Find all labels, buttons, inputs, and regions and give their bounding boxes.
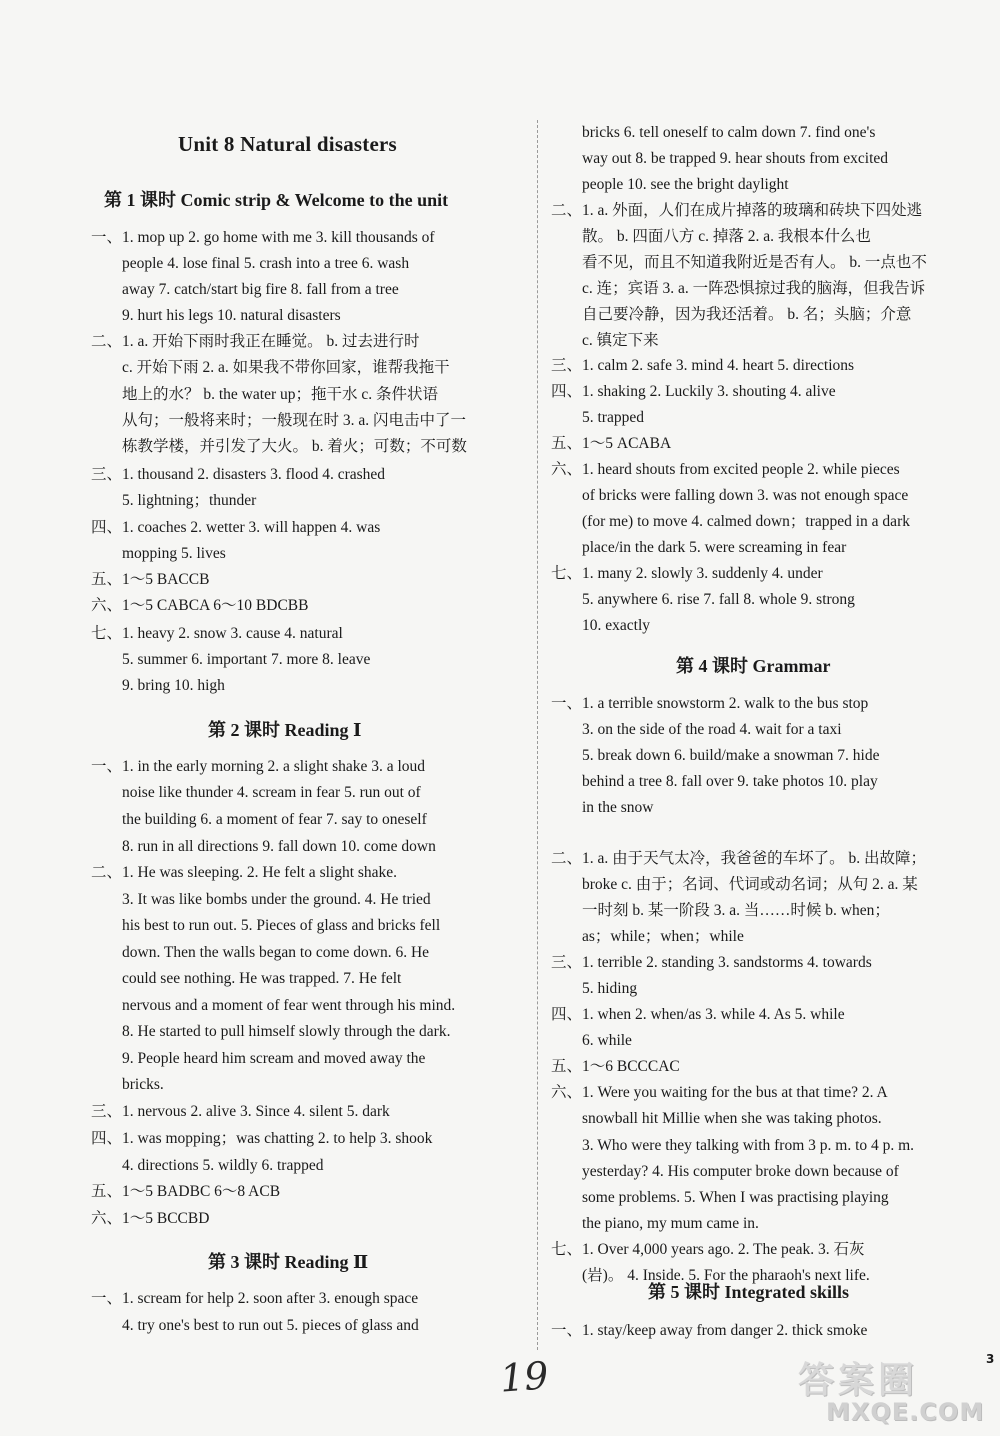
left-answer-line: 二、1. He was sleeping. 2. He felt a slight shake. <box>91 864 398 881</box>
right-answer-line: of bricks were falling down 3. was not enough space <box>582 487 909 504</box>
left-answer-line: 8. He started to pull himself slowly through the dark. <box>122 1023 451 1040</box>
right-answer-line: as；while；when；while <box>582 928 744 945</box>
left-answer-line: c. 开始下雨 2. a. 如果我不带你回家，谁帮我拖干 <box>122 359 450 376</box>
left-answer-line: 从句；一般将来时；一般现在时 3. a. 闪电击中了一 <box>122 412 467 429</box>
left-answer-line: 六、1～5 BCCBD <box>91 1210 210 1227</box>
right-answer-line: 5. anywhere 6. rise 7. fall 8. whole 9. strong <box>582 591 855 608</box>
right-answer-line: 5. hiding <box>582 980 638 997</box>
right-answer-line: 10. exactly <box>582 617 651 634</box>
right-answer-line: 七、1. Over 4,000 years ago. 2. The peak. 3. 石灰 <box>551 1241 865 1258</box>
left-answer-line: 3. It was like bombs under the ground. 4. He tried <box>122 891 431 908</box>
left-answer-line: 一、1. mop up 2. go home with me 3. kill thousands of <box>91 229 435 246</box>
left-answer-line: 三、1. nervous 2. alive 3. Since 4. silent 5. dark <box>91 1103 390 1120</box>
left-answer-line: 5. lightning；thunder <box>122 492 257 509</box>
left-answer-line: 二、1. a. 开始下雨时我正在睡觉。 b. 过去进行时 <box>91 333 420 350</box>
left-answer-line: people 4. lose final 5. crash into a tree 6. wash <box>122 255 410 272</box>
right-answer-line: 看不见，而且不知道我附近是否有人。 b. 一点也不 <box>582 254 927 271</box>
right-answer-line: place/in the dark 5. were screaming in fear <box>582 539 847 556</box>
right-answer-line: 六、1. Were you waiting for the bus at that time? 2. A <box>551 1084 888 1101</box>
right-answer-line: 六、1. heard shouts from excited people 2. while pieces <box>551 461 900 478</box>
unit-title: Unit 8 Natural disasters <box>178 132 397 156</box>
lesson-2-heading: 第 2 课时 Reading Ⅰ <box>208 720 362 740</box>
left-answer-line: 一、1. scream for help 2. soon after 3. enough space <box>91 1290 419 1307</box>
right-answer-line: 四、1. when 2. when/as 3. while 4. As 5. while <box>551 1006 845 1023</box>
right-answer-line: 自己要冷静，因为我还活着。 b. 名；头脑；介意 <box>582 306 912 323</box>
left-answer-line: bricks. <box>122 1076 164 1093</box>
left-answer-line: 栋教学楼，并引发了大火。 b. 着火；可数；不可数 <box>122 438 467 455</box>
right-answer-line: 3. Who were they talking with from 3 p. m. to 4 p. m. <box>582 1137 915 1154</box>
left-answer-line: mopping 5. lives <box>122 545 226 562</box>
watermark-url: MXQE.COM <box>826 1398 985 1426</box>
right-answer-line: 五、1～5 ACABA <box>551 435 672 452</box>
right-answer-line: 三、1. terrible 2. standing 3. sandstorms 4. towards <box>551 954 872 971</box>
right-answer-line: 四、1. shaking 2. Luckily 3. shouting 4. alive <box>551 383 836 400</box>
left-answer-line: 一、1. in the early morning 2. a slight shake 3. a loud <box>91 758 426 775</box>
right-answer-line: (for me) to move 4. calmed down；trapped in a dark <box>582 513 910 530</box>
left-answer-line: 4. try one's best to run out 5. pieces of glass and <box>122 1317 419 1334</box>
right-answer-line: 三、1. calm 2. safe 3. mind 4. heart 5. directions <box>551 357 855 374</box>
left-answer-line: 9. hurt his legs 10. natural disasters <box>122 307 341 324</box>
watermark-logo: 答案圈 <box>798 1360 919 1401</box>
lesson-1-heading: 第 1 课时 Comic strip & Welcome to the unit <box>104 190 449 210</box>
left-answer-line: 9. bring 10. high <box>122 677 225 694</box>
right-answer-line: 一时刻 b. 某一阶段 3. a. 当……时候 b. when； <box>582 902 890 919</box>
right-answer-line: bricks 6. tell oneself to calm down 7. find one's <box>582 124 876 141</box>
right-answer-line: 七、1. many 2. slowly 3. suddenly 4. under <box>551 565 823 582</box>
left-answer-line: the building 6. a moment of fear 7. say to oneself <box>122 811 427 828</box>
right-answer-line: behind a tree 8. fall over 9. take photos 10. play <box>582 773 878 790</box>
page-number: 19 <box>498 1353 550 1401</box>
right-answer-line: c. 镇定下来 <box>582 332 659 349</box>
left-answer-line: 5. summer 6. important 7. more 8. leave <box>122 651 371 668</box>
left-answer-line: 地上的水？ b. the water up；拖干水 c. 条件状语 <box>122 386 438 403</box>
left-answer-line: 三、1. thousand 2. disasters 3. flood 4. crashed <box>91 466 386 483</box>
right-answer-line: 6. while <box>582 1032 632 1049</box>
left-answer-line: 9. People heard him scream and moved away the <box>122 1050 426 1067</box>
lesson-4-heading: 第 4 课时 Grammar <box>676 656 831 676</box>
right-answer-line: 5. break down 6. build/make a snowman 7. hide <box>582 747 880 764</box>
left-answer-line: could see nothing. He was trapped. 7. He felt <box>122 970 402 987</box>
watermark <box>798 1352 996 1432</box>
left-answer-line: 8. run in all directions 9. fall down 10. come down <box>122 838 436 855</box>
right-answer-line: snowball hit Millie when she was taking photos. <box>582 1110 882 1127</box>
left-answer-line: 六、1～5 CABCA 6～10 BDCBB <box>91 597 309 614</box>
left-answer-line: down. Then the walls began to come down. 6. He <box>122 944 430 961</box>
right-answer-line: way out 8. be trapped 9. hear shouts from excited <box>582 150 889 167</box>
right-answer-line: 五、1～6 BCCCAC <box>551 1058 680 1075</box>
right-answer-line: (岩)。 4. Inside. 5. For the pharaoh's next life. <box>582 1267 870 1284</box>
right-answer-line: 二、1. a. 外面，人们在成片掉落的玻璃和砖块下四处逃 <box>551 202 923 219</box>
right-answer-line: c. 连；宾语 3. a. 一阵恐惧掠过我的脑海，但我告诉 <box>582 280 926 297</box>
left-answer-line: 七、1. heavy 2. snow 3. cause 4. natural <box>91 625 343 642</box>
right-answer-line: 3. on the side of the road 4. wait for a taxi <box>582 721 842 738</box>
lesson-5-heading: 第 5 课时 Integrated skills <box>648 1282 850 1302</box>
left-answer-line: 五、1～5 BADBC 6～8 ACB <box>91 1183 281 1200</box>
left-answer-line: his best to run out. 5. Pieces of glass and bricks fell <box>122 917 441 934</box>
edge-mark: 3 <box>986 1352 995 1366</box>
left-answer-line: 五、1～5 BACCB <box>91 571 210 588</box>
right-answer-line: 二、1. a. 由于天气太冷，我爸爸的车坏了。 b. 出故障； <box>551 850 927 867</box>
lesson-3-heading: 第 3 课时 Reading Ⅱ <box>208 1252 369 1272</box>
left-answer-line: 4. directions 5. wildly 6. trapped <box>122 1157 324 1174</box>
column-divider <box>537 120 538 1350</box>
right-answer-line: some problems. 5. When I was practising playing <box>582 1189 889 1206</box>
right-answer-line: 散。 b. 四面八方 c. 掉落 2. a. 我根本什么也 <box>582 228 871 245</box>
right-answer-line: the piano, my mum came in. <box>582 1215 759 1232</box>
left-answer-line: away 7. catch/start big fire 8. fall from a tree <box>122 281 399 298</box>
right-answer-line: yesterday? 4. His computer broke down because of <box>582 1163 899 1180</box>
right-answer-line: in the snow <box>582 799 654 816</box>
right-answer-line: people 10. see the bright daylight <box>582 176 789 193</box>
left-answer-line: 四、1. coaches 2. wetter 3. will happen 4. was <box>91 519 381 536</box>
right-answer-line: 一、1. stay/keep away from danger 2. thick smoke <box>551 1322 868 1339</box>
right-answer-line: 一、1. a terrible snowstorm 2. walk to the bus stop <box>551 695 869 712</box>
left-answer-line: noise like thunder 4. scream in fear 5. run out of <box>122 784 421 801</box>
left-answer-line: nervous and a moment of fear went through his mind. <box>122 997 456 1014</box>
left-answer-line: 四、1. was mopping；was chatting 2. to help 3. shook <box>91 1130 433 1147</box>
right-answer-line: 5. trapped <box>582 409 644 426</box>
right-answer-line: broke c. 由于；名词、代词或动名词；从句 2. a. 某 <box>582 876 918 893</box>
